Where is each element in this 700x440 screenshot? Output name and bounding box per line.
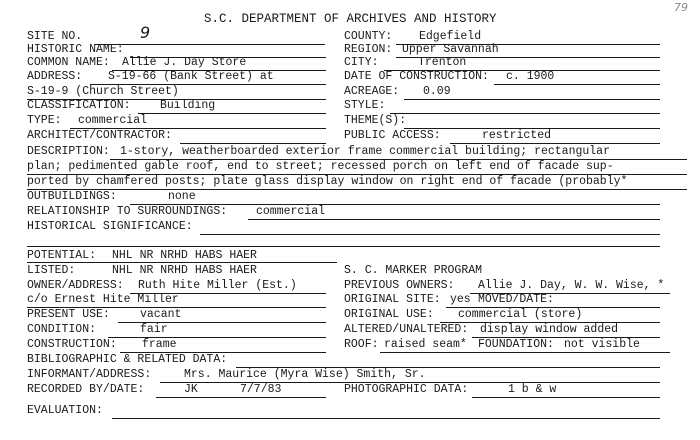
recorded-by-value: JK — [184, 383, 198, 396]
recorded-underline — [156, 397, 326, 398]
region-value: Upper Savannah — [402, 43, 499, 56]
date-construction-value: c. 1900 — [506, 70, 555, 83]
county-label: COUNTY: — [344, 30, 393, 43]
photographic-value: 1 b & w — [508, 383, 557, 396]
date-construction-label: DATE OF CONSTRUCTION: — [344, 70, 489, 83]
style-underline — [390, 113, 660, 114]
potential-label: POTENTIAL: — [27, 249, 97, 262]
relationship-underline — [248, 219, 660, 220]
historical-significance-underline-1 — [200, 234, 660, 235]
site-no-value: 9 — [140, 23, 151, 42]
classification-value: Building — [160, 99, 216, 112]
evaluation-underline — [112, 418, 660, 419]
listed-label: LISTED: — [27, 264, 76, 277]
date-construction-underline — [494, 84, 660, 85]
public-access-value: restricted — [482, 129, 552, 142]
description-line1: 1-story, weatherboarded exterior frame commercial building; rectangular — [120, 145, 610, 158]
classification-label: CLASSIFICATION: — [27, 99, 131, 112]
architect-label: ARCHITECT/CONTRACTOR: — [27, 129, 172, 142]
architect-underline — [180, 143, 326, 144]
potential-underline — [27, 262, 337, 263]
relationship-label: RELATIONSHIP TO SURROUNDINGS: — [27, 205, 228, 218]
previous-owners-value: Allie J. Day, W. W. Wise, * — [478, 279, 665, 292]
acreage-value: 0.09 — [423, 85, 451, 98]
foundation-value: not visible — [564, 338, 640, 351]
address-line1: S-19-66 (Bank Street) at — [108, 70, 274, 83]
potential-options: NHL NR NRHD HABS HAER — [112, 249, 257, 262]
description-label: DESCRIPTION: — [27, 145, 110, 158]
address-line2: S-19-9 (Church Street) — [27, 85, 179, 98]
present-use-value: vacant — [140, 308, 182, 321]
card-title: S.C. DEPARTMENT OF ARCHIVES AND HISTORY — [204, 12, 497, 26]
city-value: Trenton — [418, 56, 467, 69]
construction-value: frame — [142, 338, 177, 351]
informant-label: INFORMANT/ADDRESS: — [27, 368, 152, 381]
photographic-label: PHOTOGRAPHIC DATA: — [344, 383, 469, 396]
present-use-label: PRESENT USE: — [27, 308, 110, 321]
roof-value: raised seam* — [384, 338, 467, 351]
outbuildings-value: none — [168, 190, 196, 203]
county-value: Edgefield — [419, 30, 482, 43]
condition-label: CONDITION: — [27, 323, 97, 336]
style-label: STYLE: — [344, 99, 386, 112]
original-use-value: commercial (store) — [458, 308, 583, 321]
description-line3: ported by chamfered posts; plate glass display window on right end of facade (probably* — [27, 175, 628, 188]
roof-label: ROOF: — [344, 338, 379, 351]
bibliographic-label: BIBLIOGRAPHIC & RELATED DATA: — [27, 353, 228, 366]
public-access-label: PUBLIC ACCESS: — [344, 129, 441, 142]
city-label: CITY: — [344, 56, 379, 69]
foundation-label: FOUNDATION: — [478, 338, 554, 351]
description-underline-3 — [27, 189, 687, 190]
condition-value: fair — [140, 323, 168, 336]
recorded-label: RECORDED BY/DATE: — [27, 383, 145, 396]
roof-underline — [380, 352, 670, 353]
relationship-value: commercial — [256, 205, 326, 218]
altered-value: display window added — [480, 323, 619, 336]
address-label: ADDRESS: — [27, 70, 83, 83]
owner-label: OWNER/ADDRESS: — [27, 279, 124, 292]
informant-value: Mrs. Maurice (Myra Wise) Smith, Sr. — [184, 368, 426, 381]
original-site-value: yes — [450, 293, 471, 306]
listed-options: NHL NR NRHD HABS HAER — [112, 264, 257, 277]
site-no-underline — [95, 44, 325, 45]
owner-line1: Ruth Hite Miller (Est.) — [138, 279, 297, 292]
moved-date-label: MOVED/DATE: — [478, 293, 554, 306]
condition-underline — [108, 337, 326, 338]
site-no-label: SITE NO. — [27, 30, 83, 43]
description-line2: plan; pedimented gable roof, end to street; recessed porch on left end of facade sup- — [27, 160, 614, 173]
evaluation-label: EVALUATION: — [27, 404, 103, 417]
construction-label: CONSTRUCTION: — [27, 338, 117, 351]
classification-underline — [138, 113, 326, 114]
type-label: TYPE: — [27, 114, 62, 127]
altered-label: ALTERED/UNALTERED: — [344, 323, 469, 336]
acreage-underline — [404, 99, 660, 100]
recorded-date-value: 7/7/83 — [240, 383, 282, 396]
acreage-label: ACREAGE: — [344, 85, 400, 98]
themes-label: THEME(S): — [344, 114, 407, 127]
owner-line2: c/o Ernest Hite Miller — [27, 293, 179, 306]
historical-significance-label: HISTORICAL SIGNIFICANCE: — [27, 220, 193, 233]
type-value: commercial — [78, 114, 148, 127]
region-label: REGION: — [344, 43, 393, 56]
original-site-label: ORIGINAL SITE: — [344, 293, 441, 306]
common-name-label: COMMON NAME: — [27, 56, 110, 69]
public-access-underline — [450, 143, 660, 144]
photographic-underline — [472, 397, 660, 398]
previous-owners-label: PREVIOUS OWNERS: — [344, 279, 455, 292]
original-use-label: ORIGINAL USE: — [344, 308, 434, 321]
historical-significance-underline-2 — [27, 246, 660, 247]
page-mark: 79 — [674, 1, 688, 14]
outbuildings-label: OUTBUILDINGS: — [27, 190, 117, 203]
common-name-value: Allie J. Day Store — [122, 56, 247, 69]
historic-name-label: HISTORIC NAME: — [27, 43, 124, 56]
marker-program-label: S. C. MARKER PROGRAM — [344, 264, 483, 277]
